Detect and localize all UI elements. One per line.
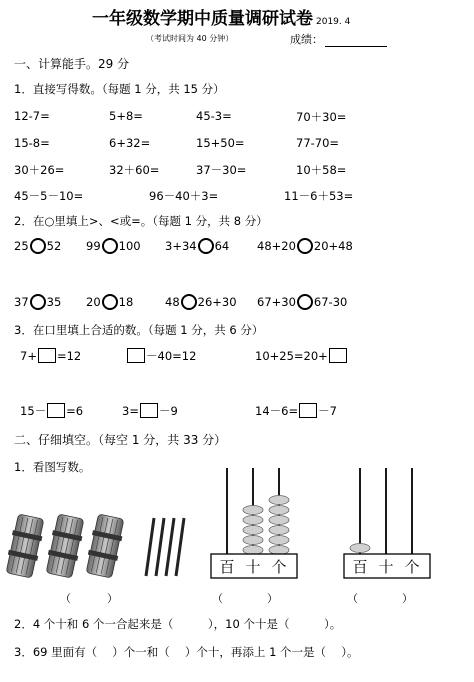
abacus-figure-1 (205, 462, 305, 582)
answer-box[interactable] (127, 348, 145, 363)
abacus-label: 十 (378, 558, 394, 576)
calc-item: 5+8= (109, 109, 143, 123)
answer-box[interactable] (329, 348, 347, 363)
s2-q2: 2．4 个十和 6 个一合起来是（ ），10 个十是（ ）。 (14, 617, 342, 631)
bundle-of-ten (44, 514, 86, 579)
abacus-beads (243, 496, 289, 555)
score-label: 成绩： (290, 33, 323, 46)
calc-item: 30＋26= (14, 163, 65, 177)
fill-item: 15－ =6 (20, 404, 84, 418)
compare-item: 48+20 20+48 (257, 239, 353, 253)
compare-circle[interactable] (30, 294, 46, 310)
bundle-of-ten (4, 514, 46, 579)
compare-circle[interactable] (297, 294, 313, 310)
answer-box[interactable] (47, 403, 65, 418)
answer-blank[interactable]: （ ） (60, 592, 118, 605)
stick-bundles-figure (4, 512, 194, 580)
section-2-heading: 二、仔细填空。（每空 1 分，共 33 分） (14, 433, 227, 447)
calc-item: 37－30= (196, 163, 247, 177)
bundle-of-ten (84, 514, 126, 579)
answer-box[interactable] (38, 348, 56, 363)
calc-item: 6+32= (109, 136, 151, 150)
score-field[interactable] (290, 31, 387, 47)
answer-blank[interactable]: （ ） (347, 592, 413, 605)
compare-circle[interactable] (198, 238, 214, 254)
abacus-label: 个 (271, 558, 287, 576)
calc-item: 15+50= (196, 136, 245, 150)
abacus-figure-2 (340, 462, 440, 582)
calc-item: 11－6＋53= (284, 189, 354, 203)
calc-item: 77-70= (296, 136, 340, 150)
compare-circle[interactable] (102, 294, 118, 310)
calc-item: 10＋58= (296, 163, 347, 177)
abacus-label: 个 (404, 558, 420, 576)
compare-item: 99 100 (86, 239, 141, 253)
calc-item: 32＋60= (109, 163, 160, 177)
calc-item: 96－40＋3= (149, 189, 219, 203)
abacus-label: 十 (245, 558, 261, 576)
page-title: 一年级数学期中质量调研试卷 2019. 4 (92, 9, 351, 29)
exam-duration: （考试时间为 40 分钟） (146, 34, 234, 43)
compare-item: 3+34 64 (165, 239, 230, 253)
q3-prompt: 3．在口里填上合适的数。（每题 1 分，共 6 分） (14, 323, 264, 337)
answer-blank[interactable]: （ ） (212, 592, 278, 605)
s2-q3: 3．69 里面有（ ）个一和（ ）个十，再添上 1 个一是（ ）。 (14, 645, 359, 659)
compare-circle[interactable] (297, 238, 313, 254)
fill-item: 7+ =12 (20, 349, 82, 363)
abacus-label: 百 (352, 558, 368, 576)
compare-item: 25 52 (14, 239, 62, 253)
calc-item: 45-3= (196, 109, 232, 123)
fill-item: －40=12 (126, 348, 196, 364)
calc-item: 45－5－10= (14, 189, 84, 203)
compare-circle[interactable] (30, 238, 46, 254)
s2-q1-prompt: 1．看图写数。 (14, 460, 91, 474)
compare-item: 20 18 (86, 295, 134, 309)
compare-circle[interactable] (102, 238, 118, 254)
score-blank[interactable] (325, 36, 387, 47)
calc-item: 70＋30= (296, 110, 347, 124)
fill-item: 10+25=20+ (255, 348, 348, 363)
section-1-heading: 一、计算能手。29 分 (14, 57, 130, 71)
exam-date: 2019. 4 (316, 17, 351, 27)
abacus-label: 百 (219, 558, 235, 576)
calc-item: 15-8= (14, 136, 50, 150)
calc-item: 12-7= (14, 109, 50, 123)
compare-item: 48 26+30 (165, 295, 237, 309)
q2-prompt: 2．在○里填上>、<或=。（每题 1 分，共 8 分） (14, 214, 268, 228)
q1-prompt: 1．直接写得数。（每题 1 分，共 15 分） (14, 82, 225, 96)
compare-item: 67+30 67-30 (257, 295, 348, 309)
answer-box[interactable] (140, 403, 158, 418)
abacus-beads (350, 544, 370, 553)
single-sticks (146, 518, 184, 576)
compare-item: 37 35 (14, 295, 62, 309)
fill-item: 14－6= －7 (255, 404, 337, 418)
answer-box[interactable] (299, 403, 317, 418)
compare-circle[interactable] (181, 294, 197, 310)
fill-item: 3= －9 (122, 404, 178, 418)
